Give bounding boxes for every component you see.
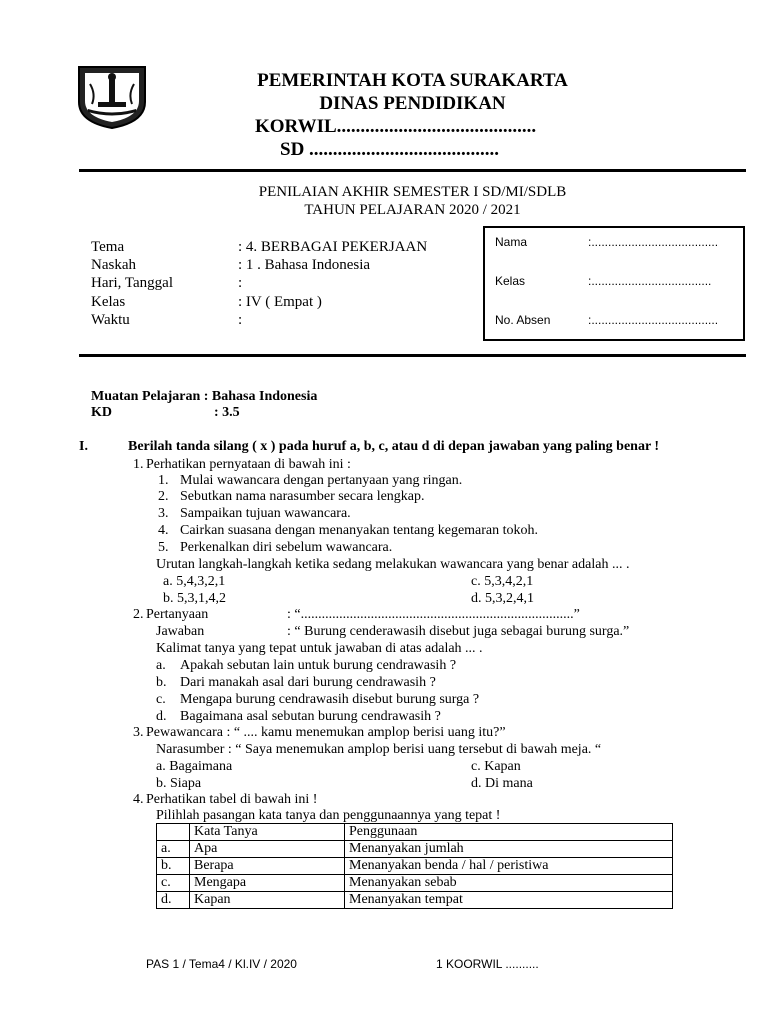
q1-item-text: Mulai wawancara dengan pertanyaan yang ringan. — [180, 473, 463, 488]
student-name-field[interactable]: :...................................... — [588, 235, 719, 249]
table-header: Kata Tanya — [190, 824, 345, 841]
student-number-field[interactable]: :...................................... — [588, 313, 719, 327]
table-cell: b. — [157, 858, 190, 875]
info-value-waktu: : — [238, 312, 243, 328]
info-divider — [79, 354, 746, 357]
q2-option-letter: b. — [156, 675, 167, 690]
q3-option-a[interactable]: a. Bagaimana — [156, 759, 233, 774]
q3-option-c[interactable]: c. Kapan — [471, 759, 521, 774]
table-row[interactable] — [157, 892, 673, 909]
table-cell: Menanyakan tempat — [345, 892, 673, 909]
q2-answer-value: : “ Burung cenderawasih disebut juga sebagai burung surga.” — [287, 624, 630, 639]
info-value-tema: : 4. BERBAGAI PEKERJAAN — [238, 239, 428, 255]
q4-text: Perhatikan tabel di bawah ini ! — [146, 792, 318, 807]
q1-item-text: Cairkan suasana dengan menanyakan tentang kegemaran tokoh. — [180, 523, 539, 538]
info-value-kelas: : IV ( Empat ) — [238, 294, 322, 310]
exam-title: PENILAIAN AKHIR SEMESTER I SD/MI/SDLB — [258, 184, 567, 200]
q3-source: Narasumber : “ Saya menemukan amplop berisi uang tersebut di bawah meja. “ — [156, 742, 602, 757]
q3-option-b[interactable]: b. Siapa — [156, 776, 202, 791]
footer-left: PAS 1 / Tema4 / Kl.IV / 2020 — [146, 957, 297, 971]
q2-prompt: Kalimat tanya yang tepat untuk jawaban di atas adalah ... . — [156, 641, 483, 656]
q2-question-value: : “..............................................................................” — [287, 607, 580, 622]
q1-option-d[interactable]: d. 5,3,2,4,1 — [471, 591, 534, 606]
table-row[interactable] — [157, 858, 673, 875]
info-label-date: Hari, Tanggal — [91, 275, 173, 291]
table-row[interactable] — [157, 841, 673, 858]
table-header-row — [157, 824, 673, 841]
table-cell: Menanyakan jumlah — [345, 841, 673, 858]
q2-answer-label: Jawaban — [156, 624, 205, 639]
table-cell: Kapan — [190, 892, 345, 909]
table-header: Penggunaan — [345, 824, 673, 841]
table-cell: Menanyakan sebab — [345, 875, 673, 892]
info-label-kelas: Kelas — [91, 294, 126, 310]
header-department: DINAS PENDIDIKAN — [319, 93, 506, 114]
q1-option-c[interactable]: c. 5,3,4,2,1 — [471, 574, 534, 589]
student-name-label: Nama — [495, 235, 528, 249]
q1-item-number: 1. — [158, 473, 169, 488]
header-school: SD ........................................ — [280, 139, 500, 160]
q1-item-text: Sampaikan tujuan wawancara. — [180, 506, 351, 521]
q3-number: 3. — [133, 725, 144, 740]
q2-question-label: Pertanyaan — [146, 607, 209, 622]
q1-prompt: Urutan langkah-langkah ketika sedang melakukan wawancara yang benar adalah ... . — [156, 557, 630, 572]
q2-option-c[interactable]: Mengapa burung cendrawasih disebut burung surga ? — [180, 692, 480, 707]
table-cell: Menanyakan benda / hal / peristiwa — [345, 858, 673, 875]
subject-kd-label: KD — [91, 405, 112, 420]
q1-item-number: 5. — [158, 540, 169, 555]
footer-right: 1 KOORWIL .......... — [436, 957, 539, 971]
q2-option-a[interactable]: Apakah sebutan lain untuk burung cendrawasih ? — [180, 658, 457, 673]
student-info-box — [483, 226, 745, 341]
table-row[interactable] — [157, 875, 673, 892]
q3-interviewer: Pewawancara : “ .... kamu menemukan amplop berisi uang itu?” — [146, 725, 506, 740]
info-label-tema: Tema — [91, 239, 125, 255]
q1-item-text: Perkenalkan diri sebelum wawancara. — [180, 540, 393, 555]
table-cell: c. — [157, 875, 190, 892]
student-class-field[interactable]: :.................................... — [588, 274, 712, 288]
header-korwil: KORWIL.......................................... — [255, 116, 537, 137]
table-cell: Berapa — [190, 858, 345, 875]
student-number-label: No. Absen — [495, 313, 551, 327]
student-class-label: Kelas — [495, 274, 526, 288]
q2-number: 2. — [133, 607, 144, 622]
q1-item-number: 3. — [158, 506, 169, 521]
q2-option-letter: c. — [156, 692, 166, 707]
q3-option-d[interactable]: d. Di mana — [471, 776, 533, 791]
table-cell: d. — [157, 892, 190, 909]
section-number: I. — [79, 439, 88, 454]
section-instruction: Berilah tanda silang ( x ) pada huruf a, b, c, atau d di depan jawaban yang paling benar ! — [128, 439, 660, 454]
q4-number: 4. — [133, 792, 144, 807]
q2-option-d[interactable]: Bagaimana asal sebutan burung cendrawasih ? — [180, 709, 441, 724]
info-label-naskah: Naskah — [91, 257, 136, 273]
q1-number: 1. — [133, 457, 144, 472]
table-cell: Apa — [190, 841, 345, 858]
table-cell: Mengapa — [190, 875, 345, 892]
info-label-waktu: Waktu — [91, 312, 130, 328]
q1-option-a[interactable]: a. 5,4,3,2,1 — [163, 574, 226, 589]
info-value-naskah: : 1 . Bahasa Indonesia — [238, 257, 371, 273]
q2-option-letter: a. — [156, 658, 166, 673]
q1-option-b[interactable]: b. 5,3,1,4,2 — [163, 591, 226, 606]
q1-text: Perhatikan pernyataan di bawah ini : — [146, 457, 351, 472]
header-divider — [79, 169, 746, 172]
q2-option-b[interactable]: Dari manakah asal dari burung cendrawasih ? — [180, 675, 436, 690]
table-cell: a. — [157, 841, 190, 858]
question-table — [156, 823, 673, 909]
q1-item-number: 4. — [158, 523, 169, 538]
q1-item-number: 2. — [158, 489, 169, 504]
info-value-date: : — [238, 275, 243, 291]
subject-muatan: Muatan Pelajaran : Bahasa Indonesia — [91, 389, 318, 404]
q1-item-text: Sebutkan nama narasumber secara lengkap. — [180, 489, 425, 504]
q4-prompt: Pilihlah pasangan kata tanya dan penggunaannya yang tepat ! — [156, 808, 501, 823]
exam-year: TAHUN PELAJARAN 2020 / 2021 — [304, 202, 521, 218]
header-government: PEMERINTAH KOTA SURAKARTA — [257, 70, 568, 91]
q2-option-letter: d. — [156, 709, 167, 724]
subject-kd-value: : 3.5 — [214, 405, 240, 420]
table-header — [157, 824, 190, 841]
